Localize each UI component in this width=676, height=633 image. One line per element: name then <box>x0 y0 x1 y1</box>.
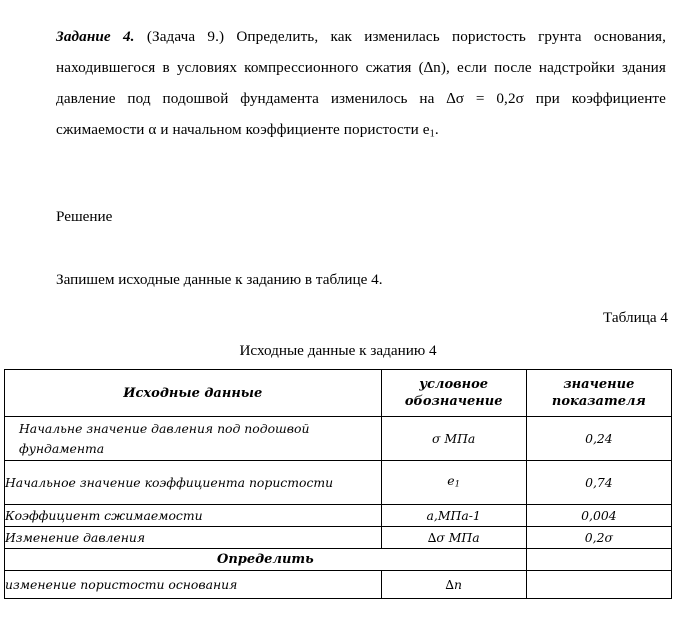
header-symbol-line2: обозначение <box>404 394 503 409</box>
header-cell-value <box>526 370 671 417</box>
row-symbol-pressure-change: ∆σ МПа <box>381 527 526 549</box>
solution-heading: Решение <box>56 208 113 225</box>
header-cell-symbol <box>381 370 526 417</box>
row-symbol-initial-pressure: σ МПа <box>381 417 526 461</box>
task-intro-tail: . <box>434 121 439 139</box>
table-header-row <box>5 370 672 417</box>
row-label-pressure-change: Изменение давления <box>5 527 382 549</box>
table-header <box>5 370 672 417</box>
table-intro-line: Запишем исходные данные к заданию в таблице 4. <box>56 271 383 288</box>
header-cell-source-data: Исходные данные <box>5 370 382 417</box>
task-label: Задание 4. <box>56 28 135 46</box>
table-row-determine-heading <box>5 549 672 571</box>
table-caption: Исходные данные к заданию 4 <box>239 342 437 359</box>
task-intro-subscript: 1 <box>429 128 435 140</box>
row-label-porosity-change: изменение пористости основания <box>5 571 382 599</box>
table-row <box>5 527 672 549</box>
symbol-e-subscript: 1 <box>454 479 461 490</box>
symbol-e: e <box>447 472 455 488</box>
table-row <box>5 571 672 599</box>
row-label-compressibility-coefficient: Коэффициент сжимаемости <box>5 505 382 527</box>
row-value-initial-porosity-coefficient: 0,74 <box>526 461 671 505</box>
table-body <box>5 417 672 599</box>
row-label-initial-pressure: Начальне значение давления под подошвой фундамента <box>5 417 382 461</box>
table-row <box>5 505 672 527</box>
row-value-compressibility-coefficient: 0,004 <box>526 505 671 527</box>
task-intro-text: (Задача 9.) Определить, как изменилась пористость грунта основания, находившегося в условиях компрессионного сжатия (∆n), если после надстройки здания давление под подошвой фундамента изменилось на ∆σ = 0,2σ при коэффициенте сжимаемости α и начальном коэффициенте пористости e <box>56 28 667 139</box>
task-paragraph <box>56 21 666 149</box>
table-row <box>5 461 672 505</box>
initial-data-table <box>4 369 672 599</box>
row-value-pressure-change: 0,2σ <box>526 527 671 549</box>
row-value-initial-pressure: 0,24 <box>526 417 671 461</box>
table-number-label: Таблица 4 <box>603 309 668 326</box>
determine-heading: Определить <box>5 549 527 571</box>
table-row <box>5 417 672 461</box>
header-symbol-line1: условное <box>419 377 489 392</box>
determine-heading-empty-value <box>526 549 671 571</box>
row-symbol-compressibility-coefficient: а,МПа-1 <box>381 505 526 527</box>
row-symbol-porosity-change: ∆n <box>381 571 526 599</box>
header-value-line2: показателя <box>551 394 646 409</box>
row-value-porosity-change <box>526 571 671 599</box>
row-label-initial-porosity-coefficient: Начальное значение коэффициента пористости <box>5 461 382 505</box>
row-symbol-initial-porosity-coefficient <box>381 461 526 505</box>
header-value-line1: значение <box>563 377 635 392</box>
